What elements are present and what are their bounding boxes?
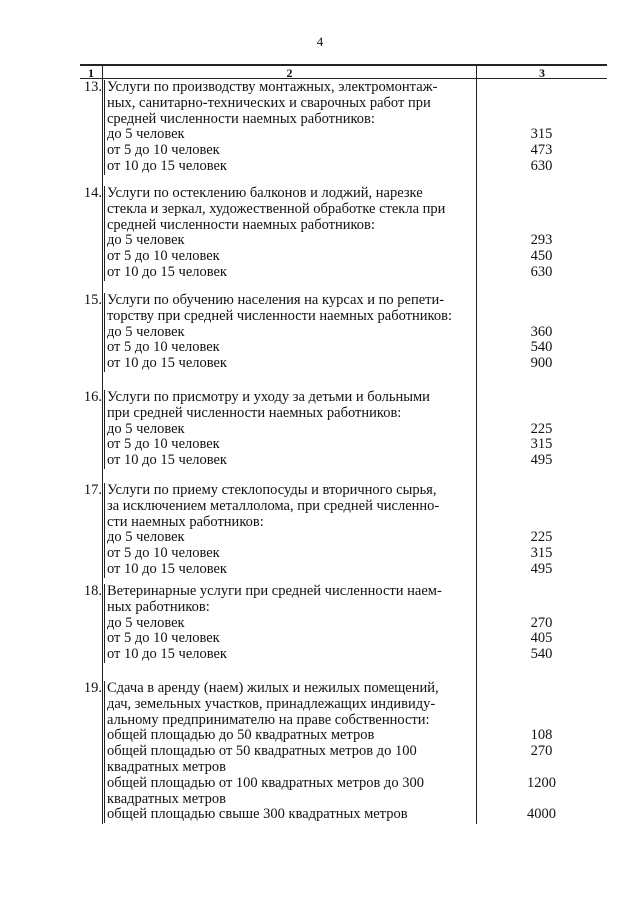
row-values (476, 584, 607, 663)
value-cell (476, 600, 607, 616)
description-line: стекла и зеркал, художественной обработке стекла при (107, 200, 446, 217)
description-line: за исключением металлолома, при средней численно- (107, 497, 440, 514)
value-cell: 315 (530, 126, 553, 143)
row-description (107, 584, 477, 663)
description-line: общей площадью от 100 квадратных метров до 300 (107, 774, 424, 791)
value-cell (476, 483, 607, 499)
description-line: до 5 человек (107, 529, 185, 546)
value-cell: 900 (530, 355, 553, 372)
value-cell (476, 202, 607, 218)
column-divider-1 (102, 64, 103, 824)
page-number: 4 (316, 34, 324, 49)
value-cell (476, 96, 607, 112)
description-line: ных работников: (107, 598, 210, 615)
value-cell: 108 (530, 727, 553, 744)
description-line: торству при средней численности наемных работников: (107, 307, 452, 324)
value-cell (476, 112, 607, 128)
value-cell (476, 218, 607, 234)
value-cell (476, 186, 607, 202)
row-description (107, 293, 477, 372)
row-values (476, 293, 607, 372)
description-line: общей площадью до 50 квадратных метров (107, 727, 375, 744)
row-values (476, 80, 607, 175)
row-values (476, 681, 607, 823)
row-left-border (104, 483, 105, 578)
description-line: Услуги по обучению населения на курсах и по репети- (107, 292, 445, 308)
value-cell (476, 390, 607, 406)
description-line: при средней численности наемных работников: (107, 404, 402, 421)
value-cell: 495 (530, 560, 553, 577)
description-line: Услуги по присмотру и уходу за детьми и больными (107, 389, 430, 405)
description-line: от 10 до 15 человек (107, 355, 227, 372)
description-line: от 10 до 15 человек (107, 560, 227, 577)
row-number: 18. (83, 583, 102, 599)
value-cell: 540 (530, 339, 553, 356)
value-cell (476, 713, 607, 729)
value-cell: 540 (530, 646, 553, 663)
description-line: квадратных метров (107, 790, 227, 807)
value-cell: 473 (530, 142, 553, 159)
value-cell: 315 (530, 436, 553, 453)
header-col-2: 2 (286, 66, 293, 80)
description-line: альному предпринимателю на праве собственности: (107, 711, 430, 728)
description-line: средней численности наемных работников: (107, 216, 375, 233)
row-left-border (104, 293, 105, 372)
description-line: общей площадью свыше 300 квадратных метров (107, 806, 408, 823)
row-description (107, 681, 477, 823)
row-description (107, 80, 477, 175)
row-description (107, 186, 477, 281)
services-table (80, 64, 607, 824)
value-cell: 495 (530, 452, 553, 469)
description-line: средней численности наемных работников: (107, 110, 375, 127)
row-left-border (104, 80, 105, 175)
description-line: от 10 до 15 человек (107, 646, 227, 663)
row-left-border (104, 584, 105, 663)
row-number: 16. (83, 389, 102, 405)
value-cell: 1200 (527, 774, 556, 791)
description-line: Услуги по приему стеклопосуды и вторичного сырья, (107, 482, 437, 498)
row-number: 13. (83, 79, 102, 95)
description-line: от 5 до 10 человек (107, 142, 220, 159)
value-cell (476, 499, 607, 515)
description-line: от 5 до 10 человек (107, 545, 220, 562)
description-line: от 10 до 15 человек (107, 263, 227, 280)
description-line: Услуги по производству монтажных, электромонтаж- (107, 79, 438, 95)
row-number: 17. (83, 482, 102, 498)
value-cell (476, 80, 607, 96)
description-line: от 5 до 10 человек (107, 630, 220, 647)
description-line: дач, земельных участков, принадлежащих индивиду- (107, 695, 436, 712)
description-line: квадратных метров (107, 758, 227, 775)
row-values (476, 390, 607, 469)
value-cell: 450 (530, 248, 553, 265)
value-cell: 405 (530, 630, 553, 647)
description-line: до 5 человек (107, 232, 185, 249)
value-cell: 270 (530, 614, 553, 631)
row-values (476, 483, 607, 578)
value-cell (476, 293, 607, 309)
value-cell: 4000 (527, 806, 556, 823)
value-cell: 270 (530, 743, 553, 760)
description-line: до 5 человек (107, 420, 185, 437)
description-line: сти наемных работников: (107, 513, 264, 530)
row-description (107, 390, 477, 469)
value-cell (476, 697, 607, 713)
header-col-1: 1 (88, 66, 94, 80)
value-cell: 630 (530, 157, 553, 174)
header-col-3: 3 (539, 66, 545, 80)
description-line: общей площадью от 50 квадратных метров до 100 (107, 743, 417, 760)
row-number: 15. (83, 292, 102, 308)
row-number: 19. (83, 680, 102, 696)
row-description (107, 483, 477, 578)
value-cell: 360 (530, 323, 553, 340)
description-line: от 10 до 15 человек (107, 157, 227, 174)
description-line: до 5 человек (107, 126, 185, 143)
value-cell (476, 515, 607, 531)
description-line: от 5 до 10 человек (107, 248, 220, 265)
value-cell (476, 760, 607, 776)
value-cell: 225 (530, 420, 553, 437)
value-cell: 225 (530, 529, 553, 546)
description-line: Сдача в аренду (наем) жилых и нежилых помещений, (107, 680, 439, 696)
description-line: до 5 человек (107, 614, 185, 631)
description-line: от 5 до 10 человек (107, 339, 220, 356)
value-cell: 293 (530, 232, 553, 249)
description-line: Услуги по остеклению балконов и лоджий, нарезке (107, 185, 423, 201)
row-left-border (104, 186, 105, 281)
row-left-border (104, 390, 105, 469)
value-cell (476, 406, 607, 422)
description-line: Ветеринарные услуги при средней численности наем- (107, 583, 442, 599)
row-left-border (104, 681, 105, 823)
value-cell (476, 584, 607, 600)
row-number: 14. (83, 185, 102, 201)
value-cell (476, 792, 607, 808)
value-cell (476, 681, 607, 697)
description-line: до 5 человек (107, 323, 185, 340)
value-cell: 315 (530, 545, 553, 562)
value-cell (476, 309, 607, 325)
description-line: от 10 до 15 человек (107, 452, 227, 469)
row-values (476, 186, 607, 281)
description-line: ных, санитарно-технических и сварочных работ при (107, 94, 431, 111)
value-cell: 630 (530, 263, 553, 280)
description-line: от 5 до 10 человек (107, 436, 220, 453)
